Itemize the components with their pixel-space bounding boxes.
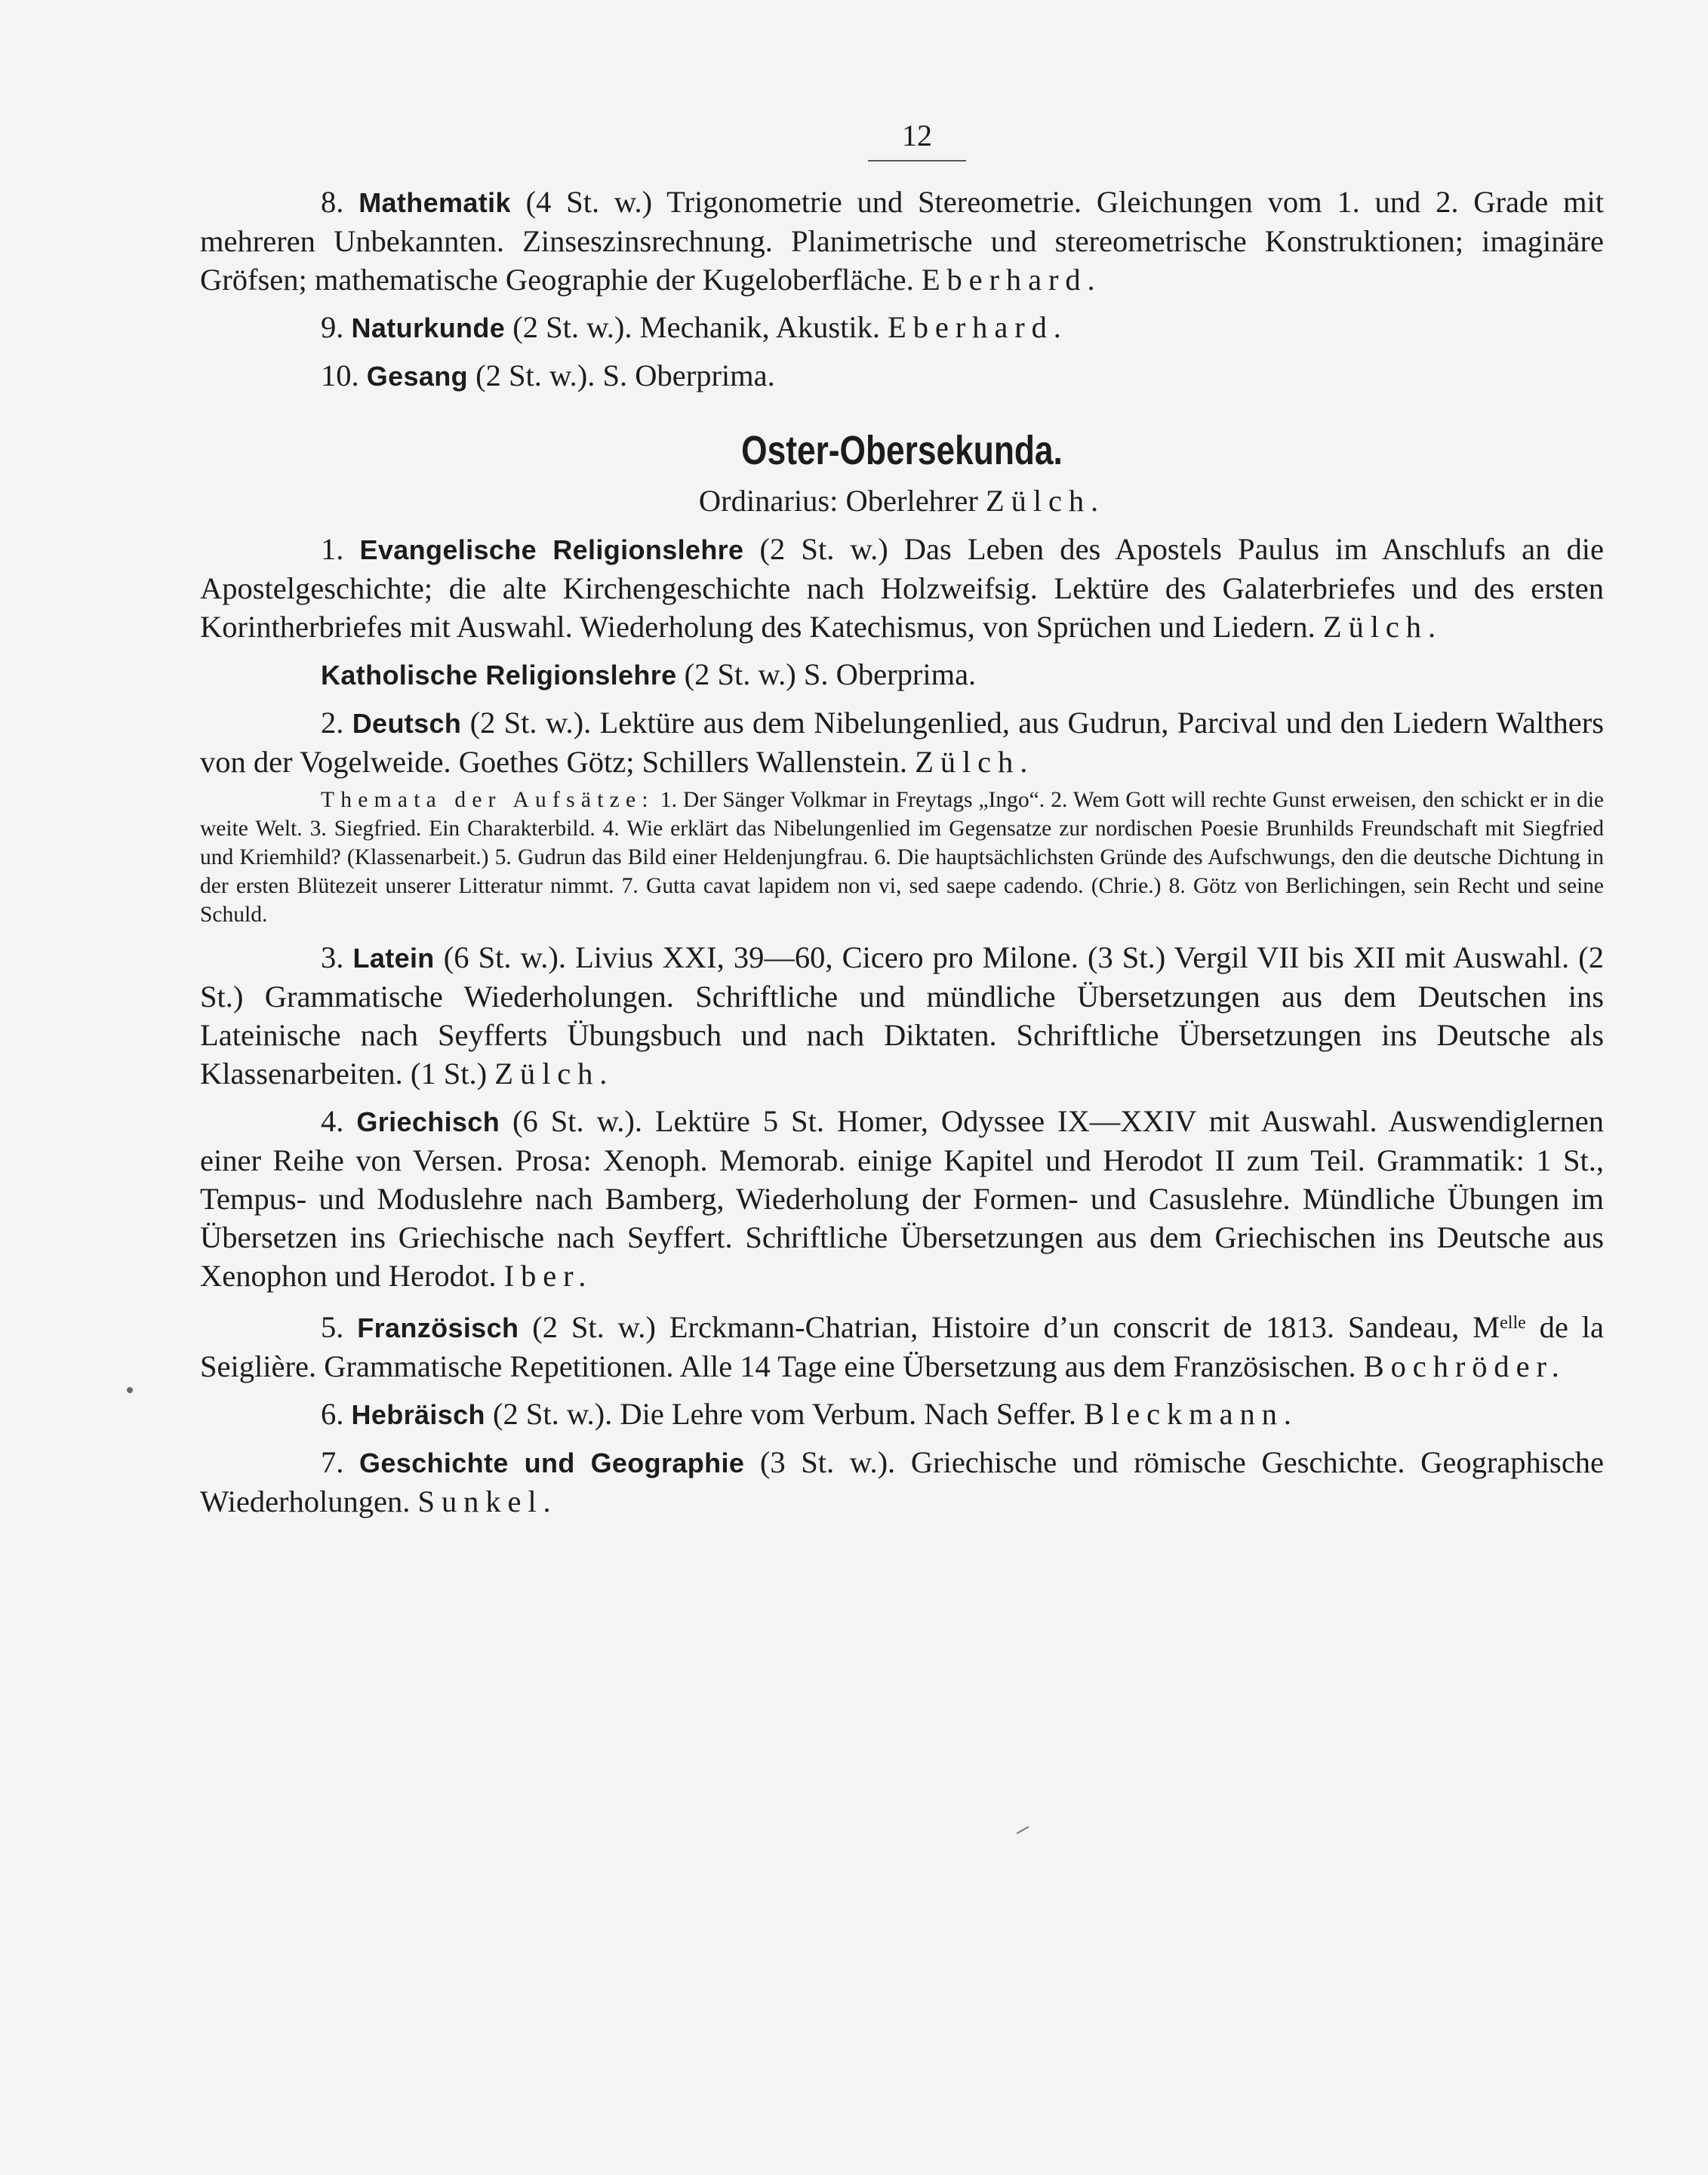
themata-text: 1. Der Sänger Volkmar in Freytags „Ingo“. 2. Wem Gott will rechte Gunst erweisen, den schickt er in die weite Welt. 3. Siegfried. Ein Charakterbild. 4. Wie erklärt das Nibelungenlied im Gegensatze zur nordischen Poesie Brunhilds Freundschaft mit Siegfried und Kriemhild? (Klassenarbeit.) 5. Gudrun das Bild einer Heldenjungfrau. 6. Die hauptsächlichsten Gründe des Aufschwungs, den die deutsche Dichtung in der ersten Blütezeit unserer Litteratur nimmt. 7. Gutta cavat lapidem non vi, sed saepe cadendo. (Chrie.) 8. Götz von Berlichingen, sein Recht und seine Schuld. bbox=[200, 788, 1604, 927]
paragraph-latein bbox=[200, 938, 1604, 1093]
paragraph-hebraeisch bbox=[200, 1395, 1604, 1434]
subject-heading: Evangelische Religionslehre bbox=[359, 534, 744, 565]
section-title: Oster-Obersekunda. bbox=[741, 428, 1063, 473]
paragraph-naturkunde bbox=[200, 308, 1604, 347]
paragraph-mathematik bbox=[200, 183, 1604, 299]
subject-heading: Latein bbox=[352, 943, 435, 974]
document-page bbox=[200, 113, 1604, 1521]
themata-label: Themata der Aufsätze: bbox=[321, 788, 654, 812]
paragraph-text: (2 St. w.). Lektüre aus dem Nibelungenlied, aus Gudrun, Parcival und den Liedern Walthers von der Vogelweide. Goethes Götz; Schillers Wallenstein. bbox=[200, 706, 1605, 779]
teacher-name: Zülch. bbox=[1322, 610, 1442, 644]
paragraph-text: (2 St. w.). S. Oberprima. bbox=[467, 358, 775, 392]
subject-heading: Mathematik bbox=[359, 187, 511, 218]
subject-heading: Gesang bbox=[366, 361, 468, 392]
page-number-rule bbox=[868, 160, 966, 162]
item-number: 1. bbox=[321, 532, 344, 566]
item-number: 6. bbox=[321, 1397, 344, 1431]
subject-heading: Naturkunde bbox=[351, 312, 506, 343]
item-number: 5. bbox=[321, 1310, 344, 1344]
paragraph-text: (2 St. w.) S. Oberprima. bbox=[676, 657, 977, 691]
item-number: 10. bbox=[321, 358, 359, 392]
paragraph-katholische-religionslehre bbox=[200, 655, 1604, 694]
scan-speck bbox=[127, 1387, 133, 1393]
paragraph-griechisch bbox=[200, 1102, 1604, 1295]
subject-heading: Französisch bbox=[357, 1312, 519, 1343]
page-number: 12 bbox=[902, 118, 932, 152]
subject-heading: Griechisch bbox=[356, 1106, 500, 1137]
scan-mark bbox=[1017, 1826, 1029, 1835]
subject-heading: Geschichte und Geographie bbox=[359, 1447, 745, 1478]
ordinarius-label: Ordinarius: Oberlehrer bbox=[698, 484, 978, 518]
subject-heading: Deutsch bbox=[352, 708, 462, 739]
paragraph-text: (2 St. w.). Die Lehre vom Verbum. Nach Seffer. bbox=[485, 1397, 1077, 1431]
paragraph-text: (2 St. w.). Mechanik, Akustik. bbox=[505, 310, 880, 344]
teacher-name: Bleckmann. bbox=[1084, 1397, 1298, 1431]
subject-heading: Katholische Religionslehre bbox=[321, 660, 677, 691]
teacher-name: Eberhard. bbox=[921, 263, 1102, 297]
paragraph-text-continued: de la Seiglière. Grammatische Repetitionen. Alle 14 Tage eine Übersetzung aus dem Französischen. bbox=[200, 1310, 1605, 1383]
paragraph-franzoesisch bbox=[200, 1304, 1604, 1386]
teacher-name: Iber. bbox=[503, 1259, 593, 1293]
paragraph-text: (2 St. w.) Erckmann-Chatrian, Histoire d’un conscrit de 1813. Sandeau, bbox=[519, 1310, 1473, 1344]
teacher-name: Eberhard. bbox=[888, 310, 1068, 344]
paragraph-text: (2 St. w.) Das Leben des Apostels Paulus im Anschlufs an die Apostelgeschichte; die alte Kirchengeschichte nach Holzweifsig. Lektüre des Galaterbriefes und des ersten Korintherbriefes mit Auswahl. Wiederholung des Katechismus, von Sprüchen und Liedern. bbox=[200, 532, 1604, 644]
item-number: 9. bbox=[321, 310, 344, 344]
paragraph-text: (4 St. w.) Trigonometrie und Stereometrie. Gleichungen vom 1. und 2. Grade mit mehreren Unbekannten. Zinseszinsrechnung. Planimetrische und stereometrische Konstruktionen; imaginäre Gröfsen; mathematische Geographie der Kugeloberfläche. bbox=[200, 185, 1605, 297]
teacher-name: Sunkel. bbox=[417, 1484, 558, 1518]
paragraph-deutsch bbox=[200, 703, 1604, 781]
item-number: 4. bbox=[321, 1104, 344, 1138]
item-number: 7. bbox=[321, 1445, 344, 1479]
teacher-name: Zülch. bbox=[494, 1057, 614, 1091]
ordinarius-name: Zülch. bbox=[986, 484, 1106, 518]
ordinarius-line bbox=[200, 481, 1604, 521]
paragraph-geschichte bbox=[200, 1443, 1604, 1521]
item-number: 3. bbox=[321, 940, 344, 974]
paragraph-gesang bbox=[200, 356, 1604, 395]
teacher-name: Zülch. bbox=[915, 745, 1035, 779]
paragraph-text: (3 St. w.). Griechische und römische Geschichte. Geographische Wiederholungen. bbox=[200, 1445, 1605, 1518]
paragraph-themata bbox=[200, 786, 1604, 929]
paragraph-text: (6 St. w.). Livius XXI, 39—60, Cicero pro Milone. (3 St.) Vergil VII bis XII mit Auswahl. (2 St.) Grammatische Wiederholungen. Schriftliche und mündliche Übersetzungen aus dem Deutschen ins Lateinische nach Seyfferts Übungsbuch und nach Diktaten. Schriftliche Übersetzungen ins Deutsche als Klassenarbeiten. (1 St.) bbox=[200, 940, 1604, 1091]
item-number: 2. bbox=[321, 706, 344, 740]
item-number: 8. bbox=[321, 185, 344, 219]
melle-abbrev: M bbox=[1473, 1310, 1500, 1344]
paragraph-text: (6 St. w.). Lektüre 5 St. Homer, Odyssee IX—XXIV mit Auswahl. Auswendiglernen einer Reihe von Versen. Prosa: Xenoph. Memorab. einige Kapitel und Herodot II zum Teil. Grammatik: 1 St., Tempus- und Moduslehre nach Bamberg, Wiederholung der Formen- und Casuslehre. Mündliche Übungen im Übersetzen ins Griechische nach Seyffert. Schriftliche Übersetzungen aus dem Griechischen ins Deutsche aus Xenophon und Herodot. bbox=[200, 1104, 1605, 1293]
teacher-name: Bochröder. bbox=[1363, 1349, 1566, 1383]
subject-heading: Hebräisch bbox=[351, 1399, 485, 1430]
paragraph-evangelische-religionslehre bbox=[200, 530, 1604, 646]
melle-superscript: elle bbox=[1500, 1313, 1526, 1333]
